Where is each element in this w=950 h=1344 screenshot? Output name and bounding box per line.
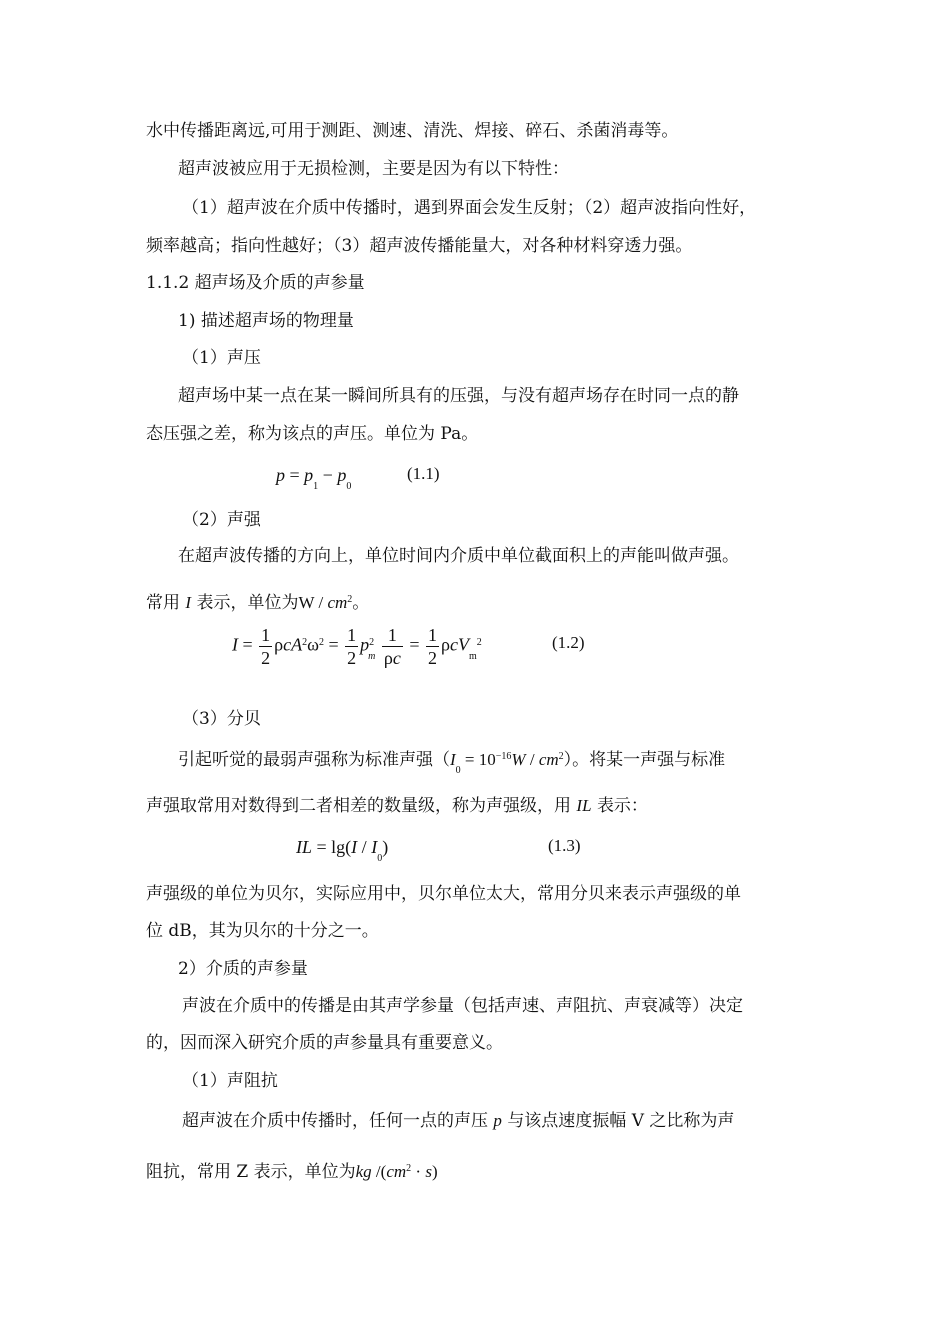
paragraph-line: （1）超声波在介质中传播时，遇到界面会发生反射；（2）超声波指向性好， [182,198,757,218]
subsection-heading: 1) 描述超声场的物理量 [178,311,354,331]
equation-1-3: IL = $\lg(I / I_0)$ [296,837,389,864]
text-run: ）。将某一声强与标准 [563,750,726,770]
equation-number: (1.3) [548,836,581,855]
text-run: 阻抗，常用 Z 表示，单位为 [146,1162,356,1182]
item-heading: （2）声强 [182,510,261,530]
equation-1-2: I = $\frac{1}{2}$ $\rho cA^2\omega^2$ = $\frac{1}{2}$ $p^2_m$ $\frac{1}{\rho c}$ = $\frac{1}{2}$ ρcV$_m^2$ [232,625,482,668]
item-heading: （3）分贝 [182,709,261,729]
equation-1-1: $p = p_1 - p_0$ [276,465,352,492]
text-run: 声强取常用对数得到二者相差的数量级，称为声强级，用 [146,796,571,816]
paragraph-line: 超声波被应用于无损检测，主要是因为有以下特性： [178,159,569,179]
paragraph-line: 位 dB，其为贝尔的十分之一。 [146,921,379,941]
paragraph-line: 声强级的单位为贝尔，实际应用中，贝尔单位太大，常用分贝来表示声强级的单 [146,884,741,904]
text-run: 引起听觉的最弱声强称为标准声强（ [178,750,450,770]
item-heading: （1）声压 [182,348,261,368]
equation-number: (1.2) [552,633,585,652]
text-run: 常用 [146,593,180,613]
text-run: 。 [352,593,370,613]
paragraph-line: 超声场中某一点在某一瞬间所具有的压强，与没有超声场存在时同一点的静 [178,386,739,406]
paragraph-line: 引起听觉的最弱声强称为标准声强$(I_0 = 10^{-16}W / cm^2)$。将某一声强与标准 [178,750,726,776]
paragraph-line: 声强取常用对数得到二者相差的数量级，称为声强级，用 IL 表示： [146,796,648,816]
text-run: 表示，单位为 [196,593,299,613]
subsection-heading: 2）介质的声参量 [178,959,308,979]
paragraph-line: 在超声波传播的方向上，单位时间内介质中单位截面积上的声能叫做声强。 [178,546,739,566]
paragraph-line: 态压强之差，称为该点的声压。单位为 Pa。 [146,424,479,444]
paragraph-line: 超声波在介质中传播时，任何一点的声压 p 与该点速度振幅 V 之比称为声 [182,1111,735,1131]
item-heading: （1）声阻抗 [182,1071,278,1091]
paragraph-line: 的，因而深入研究介质的声参量具有重要意义。 [146,1033,503,1053]
paragraph-line: 水中传播距离远,可用于测距、测速、清洗、焊接、碎石、杀菌消毒等。 [146,121,679,141]
paragraph-line: 声波在介质中的传播是由其声学参量（包括声速、声阻抗、声衰减等）决定 [182,996,743,1016]
paragraph-line: 频率越高；指向性越好；（3）超声波传播能量大，对各种材料穿透力强。 [146,236,693,256]
equation-number: (1.1) [407,464,440,483]
section-heading: 1.1.2 超声场及介质的声参量 [146,273,365,293]
text-run: 超声波在介质中传播时，任何一点的声压 [182,1111,488,1131]
text-run: 表示： [596,796,648,816]
paragraph-line: 常用 I 表示，单位为W / $cm^2$。 [146,593,370,613]
paragraph-line: 阻抗，常用 Z 表示，单位为kg $/(cm^2 \cdot s)$ [146,1162,438,1182]
text-run: 与该点速度振幅 V 之比称为声 [507,1111,735,1131]
